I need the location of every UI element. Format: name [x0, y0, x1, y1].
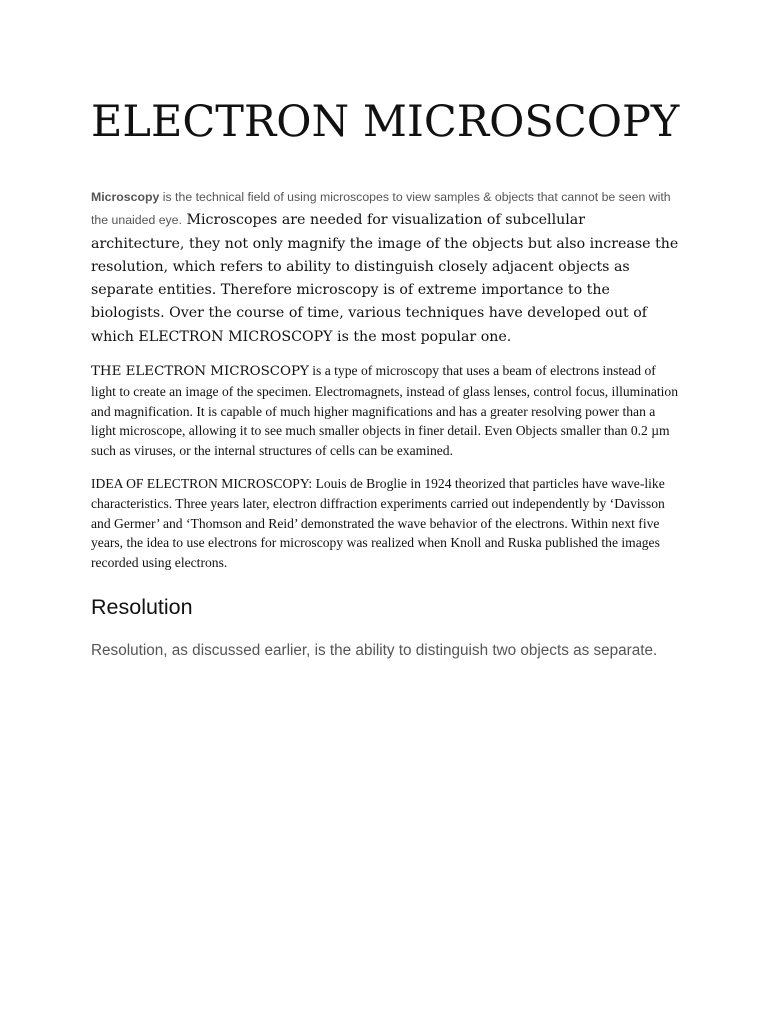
idea-paragraph: IDEA OF ELECTRON MICROSCOPY: Louis de Broglie in 1924 theorized that particles have wave-like characteristics. Three years later, electron diffraction experiments carried out independently by ‘Davisson and Germer’ and ‘Thomson and Reid’ demonstrated the wave behavior of the electrons. Within next five years, the idea to use electrons for microscopy was realized when Knoll and Ruska published the images recorded using electrons.: [91, 476, 665, 571]
intro-lead-term: Microscopy: [91, 190, 160, 204]
definition-paragraph: [91, 361, 681, 461]
intro-body-text: Microscopes are needed for visualization of subcellular architecture, they not only magnify the image of the objects but also increase the resolution, which refers to ability to distinguish closely adjacent objects as separate entities. Therefore microscopy is of extreme importance to the biologists. Over the course of time, various techniques have developed out of which ELECTRON MICROSCOPY is the most popular one.: [91, 212, 679, 345]
resolution-paragraph: Resolution, as discussed earlier, is the ability to distinguish two objects as separate.: [91, 642, 658, 659]
resolution-heading: Resolution: [91, 595, 193, 619]
definition-body-text: is a type of microscopy that uses a beam of electrons instead of light to create an image of the specimen. Electromagnets, instead of glass lenses, control focus, illumination and magnification. It is capable of much higher magnifications and has a greater resolving power than a light microscope, allowing it to see much smaller objects in finer detail. Even Objects smaller than 0.2 µm such as viruses, or the internal structures of cells can be examined.: [91, 363, 679, 459]
intro-paragraph: [91, 186, 681, 349]
intro-lead-text: is the technical field of using microscopes to view samples & objects that cannot be seen with the unaided eye.: [91, 190, 671, 228]
page-title: ELECTRON MICROSCOPY: [91, 97, 680, 147]
definition-lead-term: THE ELECTRON MICROSCOPY: [91, 364, 309, 379]
